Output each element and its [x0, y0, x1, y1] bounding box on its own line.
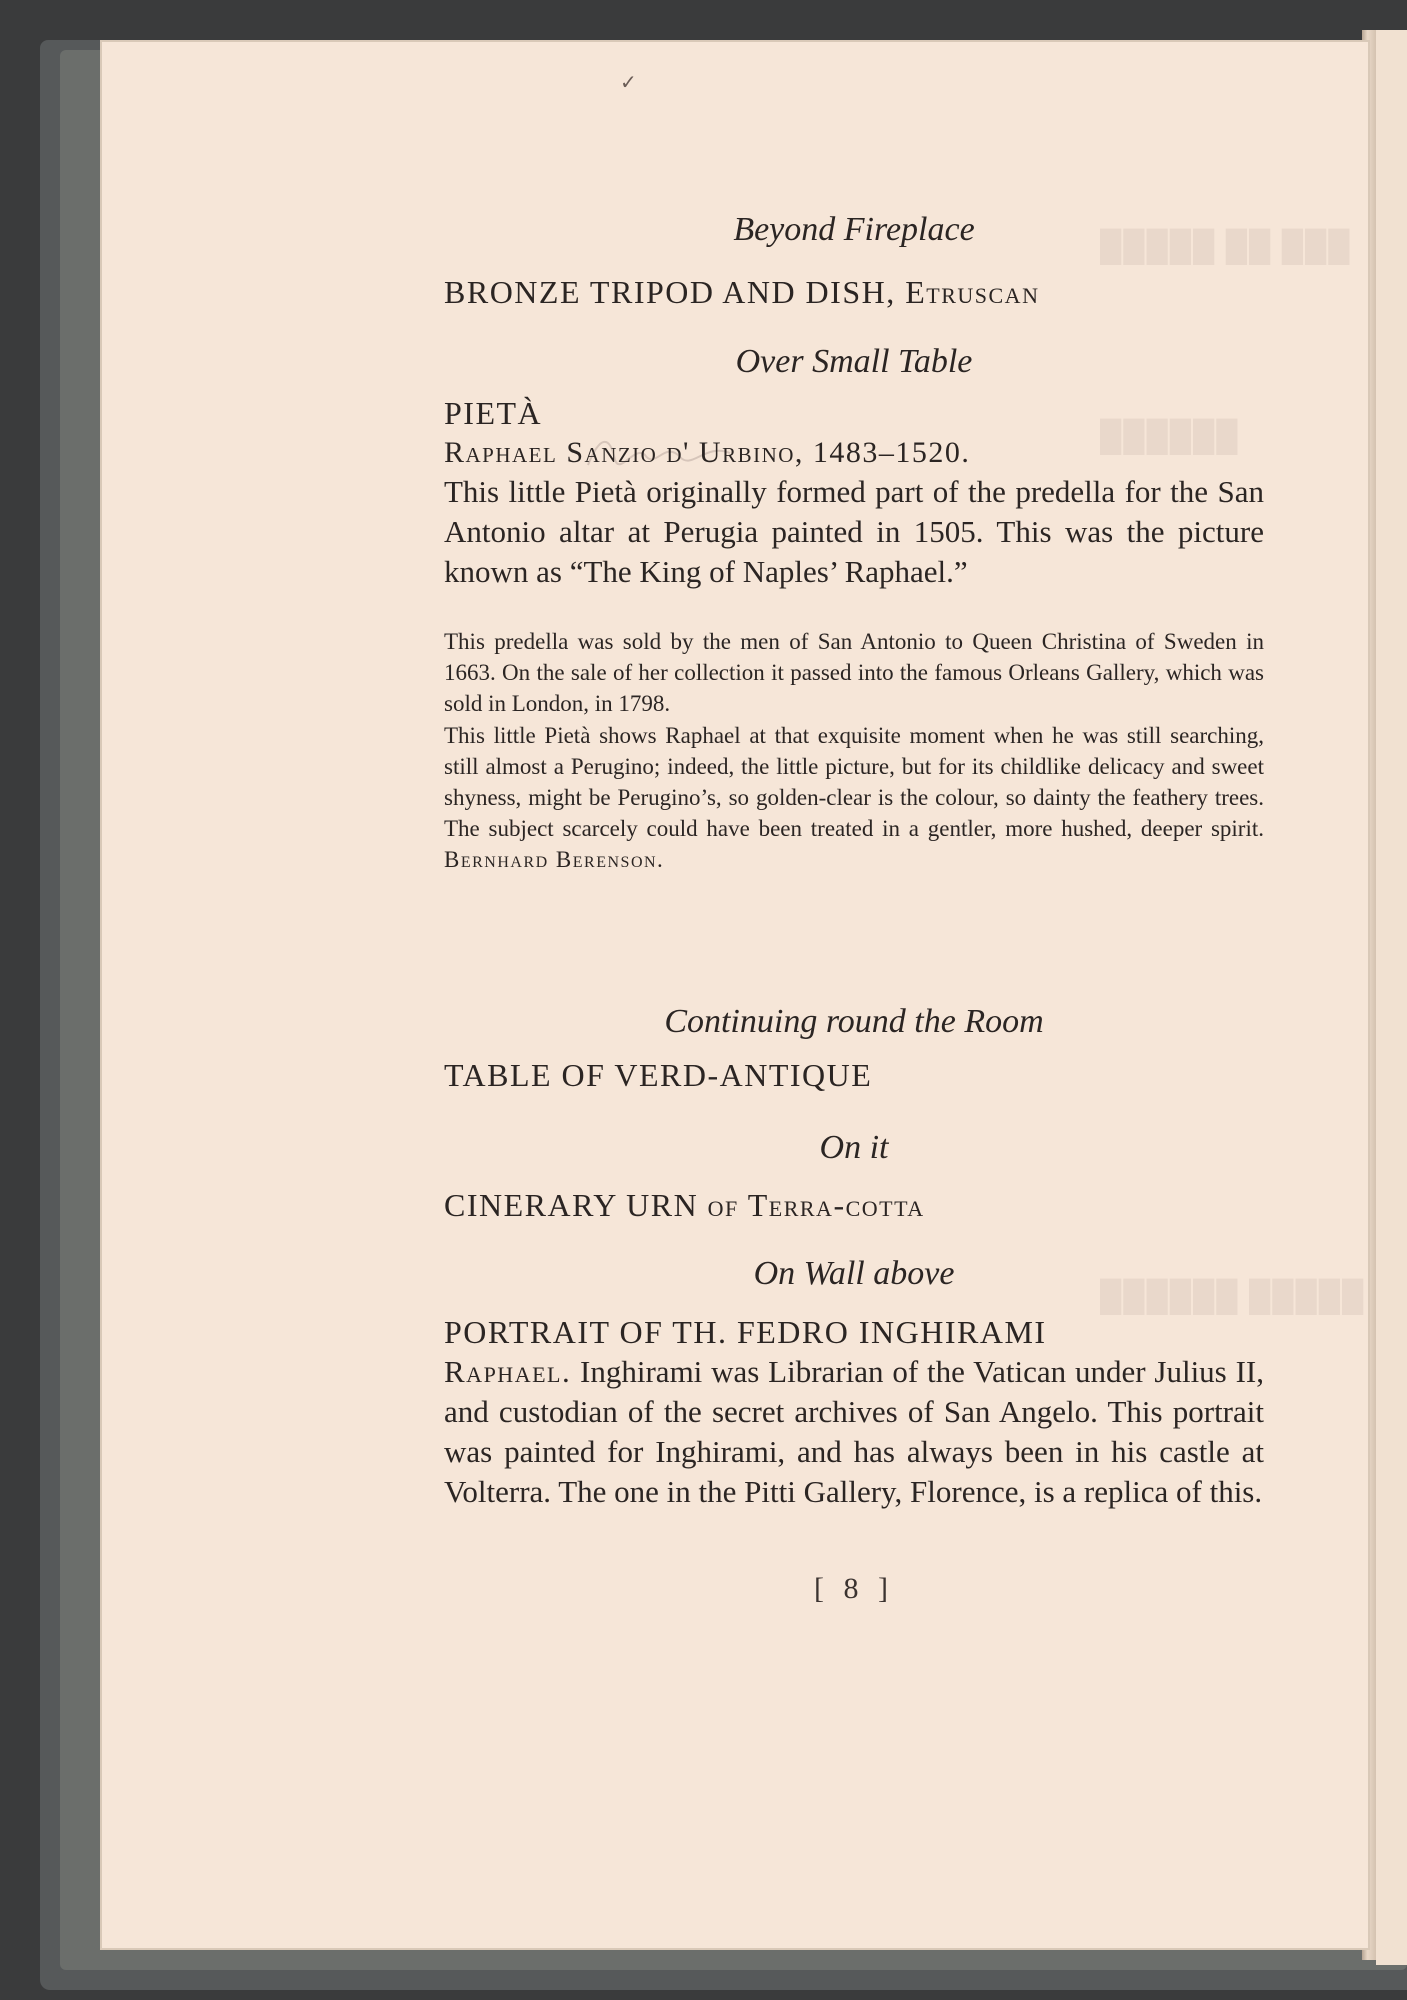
section-heading: Continuing round the Room: [664, 1003, 1044, 1040]
bleed-through-text: ██████: [1100, 420, 1240, 453]
item-note: This predella was sold by the men of San Antonio to Queen Christina of Sweden in 1663. On the sale of her collection it passed into the famous Orleans Gallery, which was sold in London, in 1798.: [444, 629, 1264, 716]
item-author: Raphael.: [444, 1354, 572, 1389]
item-title-material: of Terra-cotta: [707, 1187, 925, 1223]
quote-author: Bernhard Berenson.: [444, 847, 665, 872]
section-heading: Over Small Table: [735, 343, 973, 380]
pencil-tick-mark: ✓: [620, 72, 637, 94]
item-title-origin: Etruscan: [905, 274, 1040, 310]
item-title-main: CINERARY URN: [444, 1187, 699, 1223]
book-page: [100, 40, 1370, 1950]
item-title-main: BRONZE TRIPOD AND DISH,: [444, 274, 896, 310]
section-heading: Beyond Fireplace: [733, 211, 975, 248]
facing-page-edge: [1376, 30, 1407, 1965]
bleed-through-text: █████ ██ ███: [1100, 230, 1352, 263]
item-title: PORTRAIT OF TH. FEDRO INGHIRAMI: [444, 1314, 1047, 1350]
item-title: [444, 272, 1264, 312]
item-title: TABLE OF VERD-ANTIQUE: [444, 1057, 873, 1093]
item-description-text: Inghirami was Librarian of the Vatican under Julius II, and custodian of the secret archives of San Angelo. This portrait was painted for Inghirami, and has always been in his castle at Volterra. The one in the Pitti Gallery, Florence, is a replica of this.: [444, 1354, 1264, 1509]
section-heading: On it: [819, 1129, 889, 1166]
item-title: [444, 1185, 1264, 1225]
page-number: [ 8 ]: [814, 1572, 894, 1605]
bleed-through-text: ██████ █████: [1100, 1280, 1366, 1313]
section-heading: On Wall above: [753, 1255, 955, 1292]
item-quote: [444, 720, 1264, 875]
item-description: [444, 1352, 1264, 1512]
item-attribution: Raphael Sanzio d' Urbino, 1483–1520.: [444, 436, 971, 469]
item-description: This little Pietà originally formed part of the predella for the San Antonio altar at Perugia painted in 1505. This was the picture known as “The King of Naples’ Raphael.”: [444, 474, 1264, 589]
quote-text: This little Pietà shows Raphael at that exquisite moment when he was still searching, still almost a Perugino; indeed, the little picture, but for its childlike delicacy and sweet shyness, might be Perugino’s, so golden-clear is the colour, so dainty the feathery trees. The subject scarcely could have been treated in a gentler, more hushed, deeper spirit.: [444, 723, 1264, 841]
item-title: PIETÀ: [444, 395, 543, 431]
